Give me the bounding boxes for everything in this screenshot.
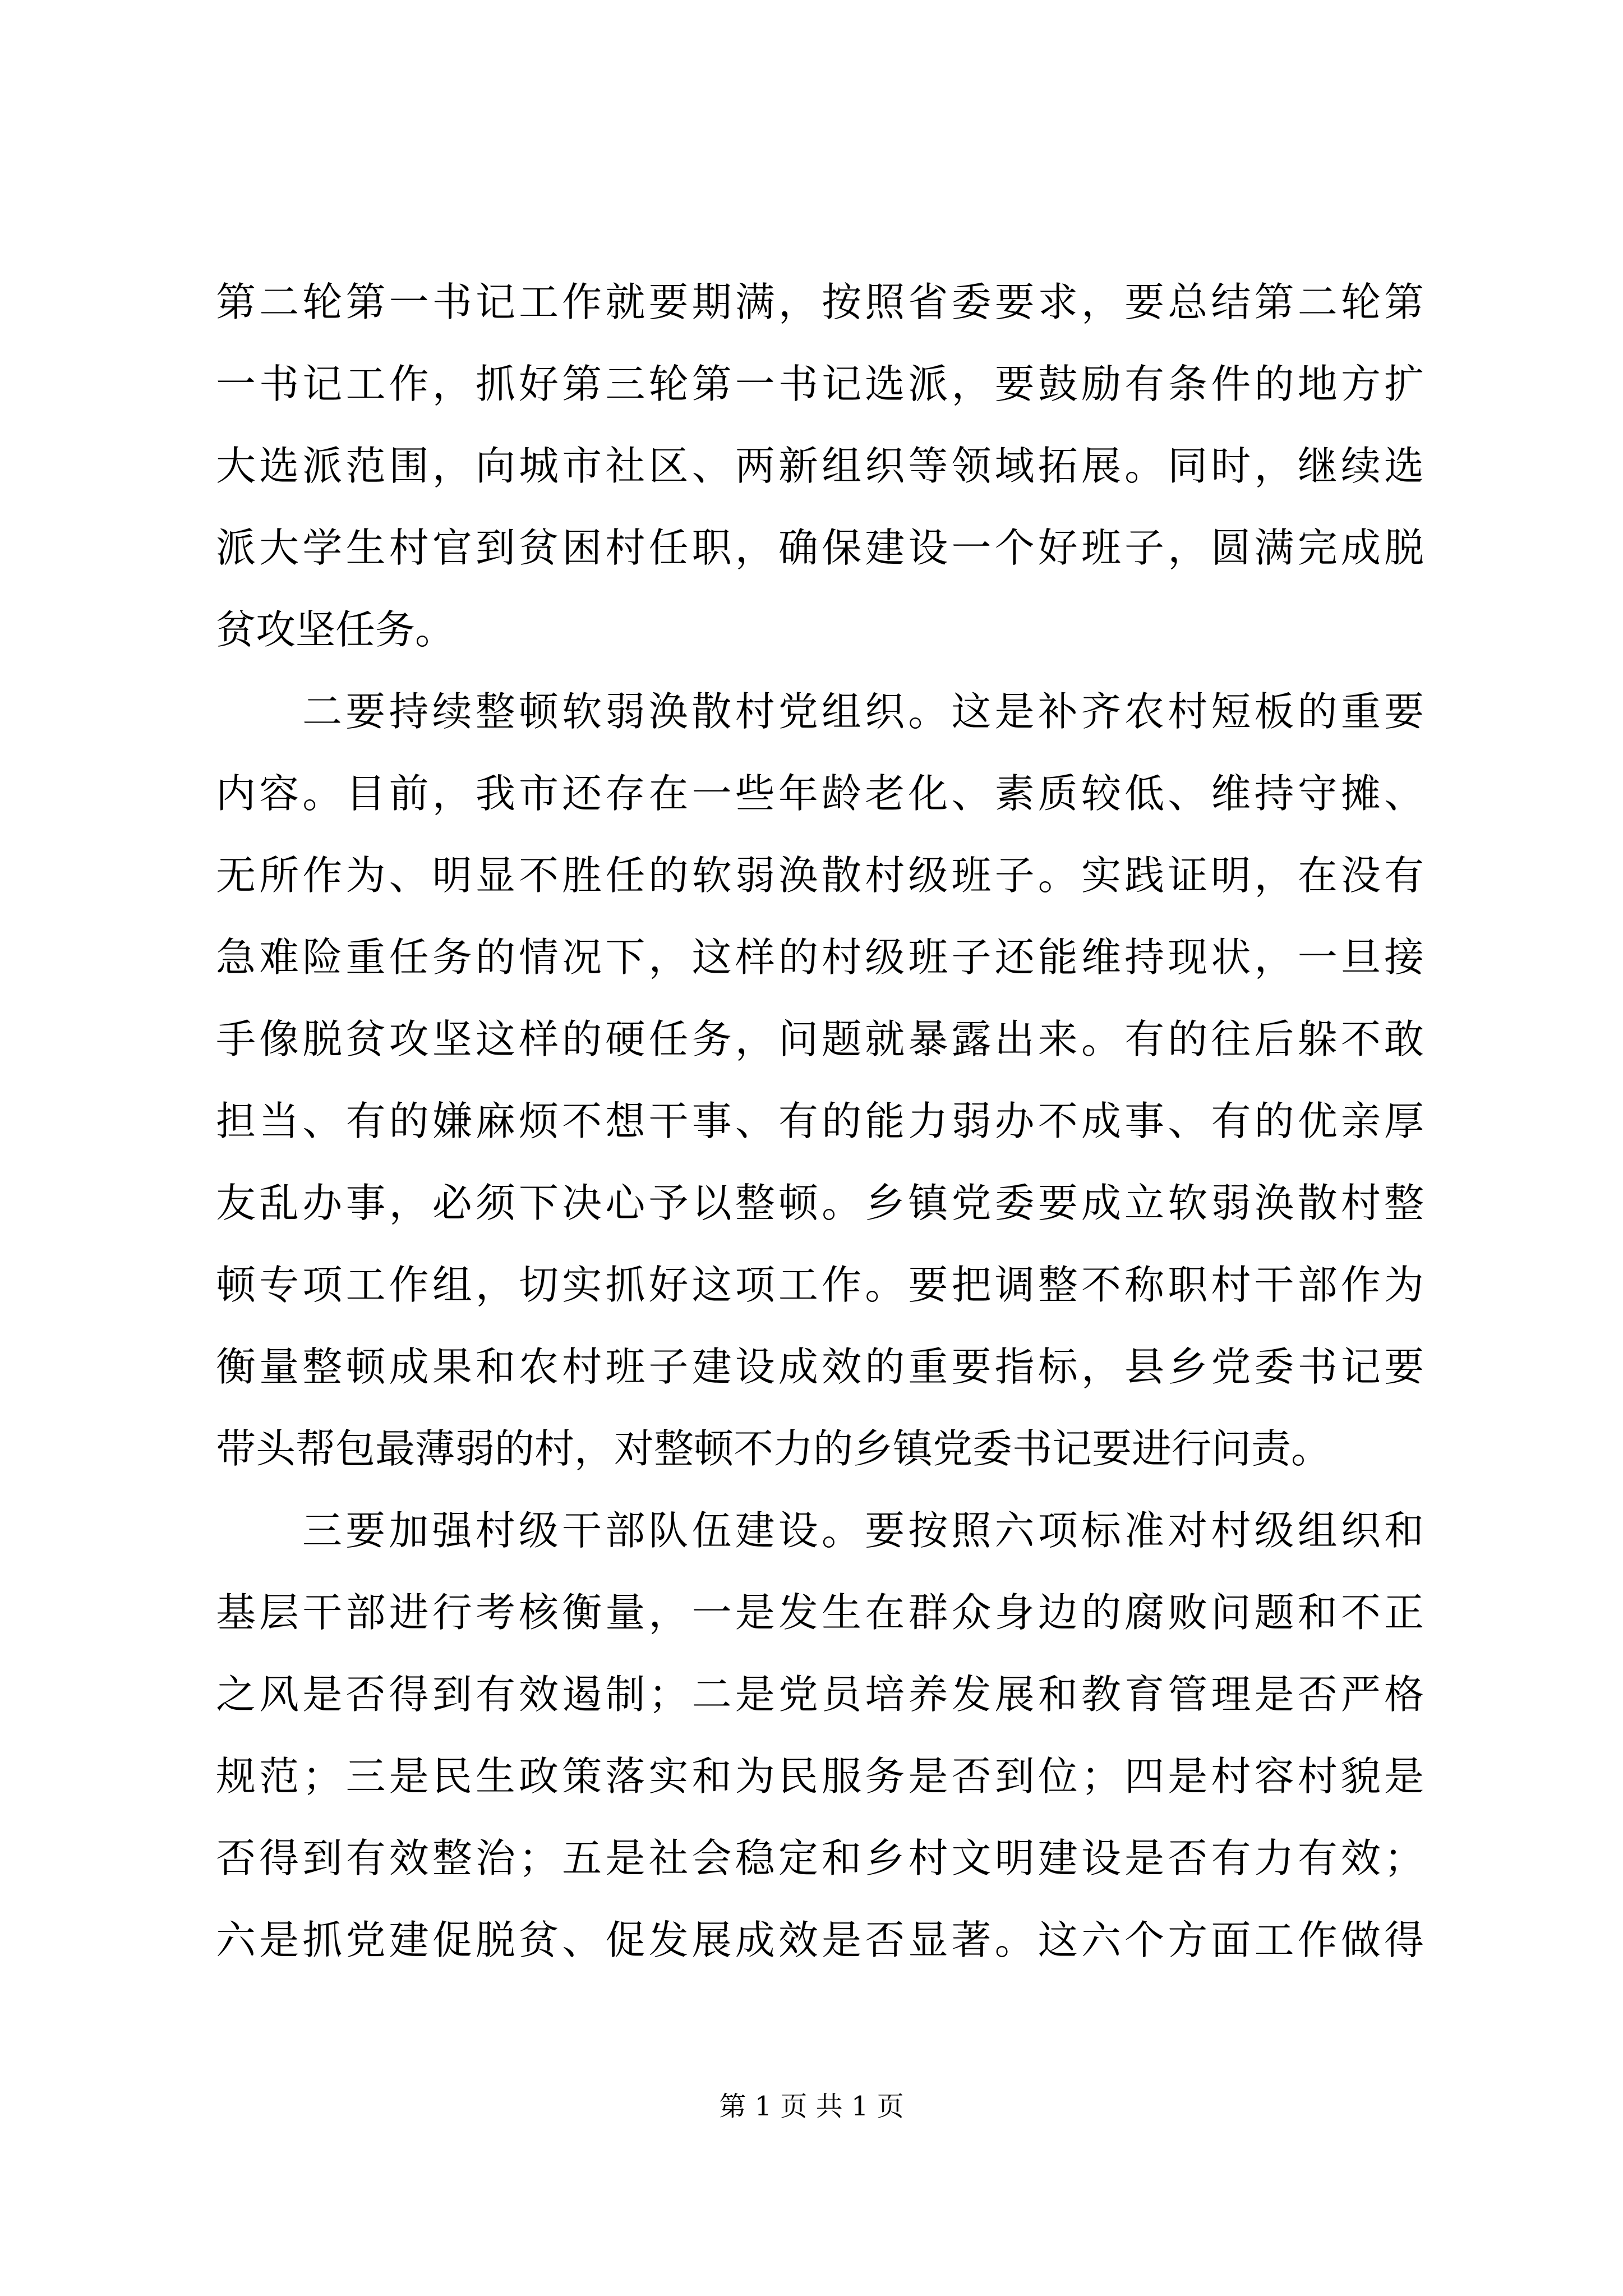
- text-line: 衡量整顿成果和农村班子建设成效的重要指标，县乡党委书记要: [216, 1343, 1424, 1390]
- text-line: 无所作为、明显不胜任的软弱涣散村级班子。实践证明，在没有: [216, 852, 1424, 899]
- text-line: 手像脱贫攻坚这样的硬任务，问题就暴露出来。有的往后躲不敢: [216, 1016, 1424, 1062]
- text-line: 规范；三是民生政策落实和为民服务是否到位；四是村容村貌是: [216, 1753, 1424, 1800]
- text-line: 担当、有的嫌麻烦不想干事、有的能力弱办不成事、有的优亲厚: [216, 1098, 1424, 1144]
- text-line: 第二轮第一书记工作就要期满，按照省委要求，要总结第二轮第: [216, 279, 1424, 325]
- text-line: 六是抓党建促脱贫、促发展成效是否显著。这六个方面工作做得: [216, 1917, 1424, 1963]
- text-line: 贫攻坚任务。: [216, 606, 455, 653]
- text-line: 之风是否得到有效遏制；二是党员培养发展和教育管理是否严格: [216, 1671, 1424, 1718]
- document-body: [216, 261, 1424, 1981]
- text-line: 一书记工作，抓好第三轮第一书记选派，要鼓励有条件的地方扩: [216, 361, 1424, 407]
- text-line: 三要加强村级干部队伍建设。要按照六项标准对村级组织和: [302, 1507, 1424, 1554]
- text-line: 急难险重任务的情况下，这样的村级班子还能维持现状，一旦接: [216, 934, 1424, 981]
- text-line: 带头帮包最薄弱的村，对整顿不力的乡镇党委书记要进行问责。: [216, 1425, 1331, 1472]
- text-line: 派大学生村官到贫困村任职，确保建设一个好班子，圆满完成脱: [216, 524, 1424, 571]
- text-line: 友乱办事，必须下决心予以整顿。乡镇党委要成立软弱涣散村整: [216, 1180, 1424, 1226]
- page-footer: 第 1 页 共 1 页: [719, 2091, 904, 2122]
- text-line: 大选派范围，向城市社区、两新组织等领域拓展。同时，继续选: [216, 443, 1424, 489]
- text-line: 否得到有效整治；五是社会稳定和乡村文明建设是否有力有效；: [216, 1835, 1424, 1881]
- text-line: 内容。目前，我市还存在一些年龄老化、素质较低、维持守摊、: [216, 770, 1424, 817]
- text-line: 顿专项工作组，切实抓好这项工作。要把调整不称职村干部作为: [216, 1262, 1424, 1308]
- text-line: 二要持续整顿软弱涣散村党组织。这是补齐农村短板的重要: [302, 688, 1424, 735]
- text-line: 基层干部进行考核衡量，一是发生在群众身边的腐败问题和不正: [216, 1589, 1424, 1636]
